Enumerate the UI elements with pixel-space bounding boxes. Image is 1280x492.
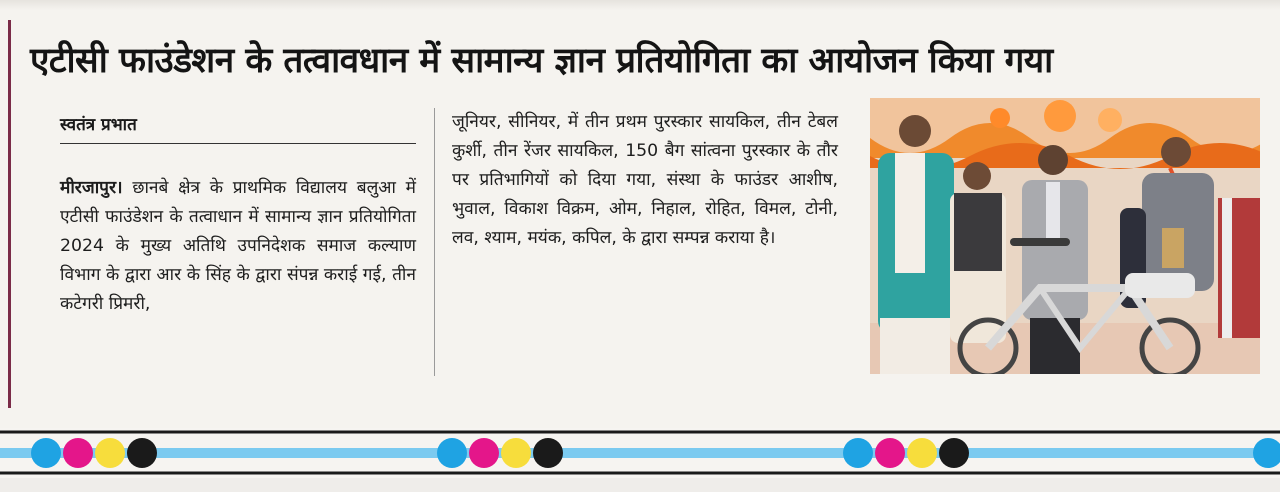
- dot-cyan: [843, 438, 873, 468]
- dot-magenta: [63, 438, 93, 468]
- dot-cyan: [437, 438, 467, 468]
- left-margin-rule: [8, 20, 11, 408]
- dot-magenta: [875, 438, 905, 468]
- article-dateline: मीरजापुर।: [60, 178, 123, 198]
- event-photo: [870, 98, 1260, 374]
- dot-yellow: [95, 438, 125, 468]
- dot-black: [939, 438, 969, 468]
- dot-yellow: [501, 438, 531, 468]
- bottom-edge: [0, 478, 1280, 492]
- dot-black: [127, 438, 157, 468]
- article-byline: स्वतंत्र प्रभात: [60, 112, 416, 144]
- color-register-band: [0, 428, 1280, 478]
- top-strip: [0, 0, 1280, 10]
- column-divider: [434, 108, 435, 376]
- article-headline: एटीसी फाउंडेशन के तत्वावधान में सामान्य ज्ञान प्रतियोगिता का आयोजन किया गया: [30, 41, 1053, 81]
- column-1-text: छानबे क्षेत्र के प्राथमिक विद्यालय बलुआ में एटीसी फाउंडेशन के तत्वाधान में सामान्य ज्ञान प्रतियोगिता 2024 के मुख्य अतिथि उपनिदेशक समाज कल्याण विभाग के द्वारा आर के सिंह के द्वारा संपन्न कराई गई, तीन कटेगरी प्रिमरी,: [60, 178, 416, 314]
- article-column-1: [60, 174, 416, 319]
- registration-dots-band: [0, 428, 1280, 478]
- dot-yellow: [907, 438, 937, 468]
- award-ceremony-photo-illustration: [870, 98, 1260, 374]
- dot-black: [533, 438, 563, 468]
- dot-cyan: [31, 438, 61, 468]
- article-column-2: [452, 108, 838, 253]
- column-2-text: जूनियर, सीनियर, में तीन प्रथम पुरस्कार सायकिल, तीन टेबल कुर्शी, तीन रेंजर सायकिल, 150 बैग सांत्वना पुरस्कार के तौर पर प्रतिभागियों को दिया गया, संस्था के फाउंडर आशीष, भुवाल, विकाश विक्रम, ओम, निहाल, रोहित, विमल, टोनी, लव, श्याम, मयंक, कपिल, के द्वारा सम्पन्न कराया है।: [452, 112, 838, 248]
- dot-magenta: [469, 438, 499, 468]
